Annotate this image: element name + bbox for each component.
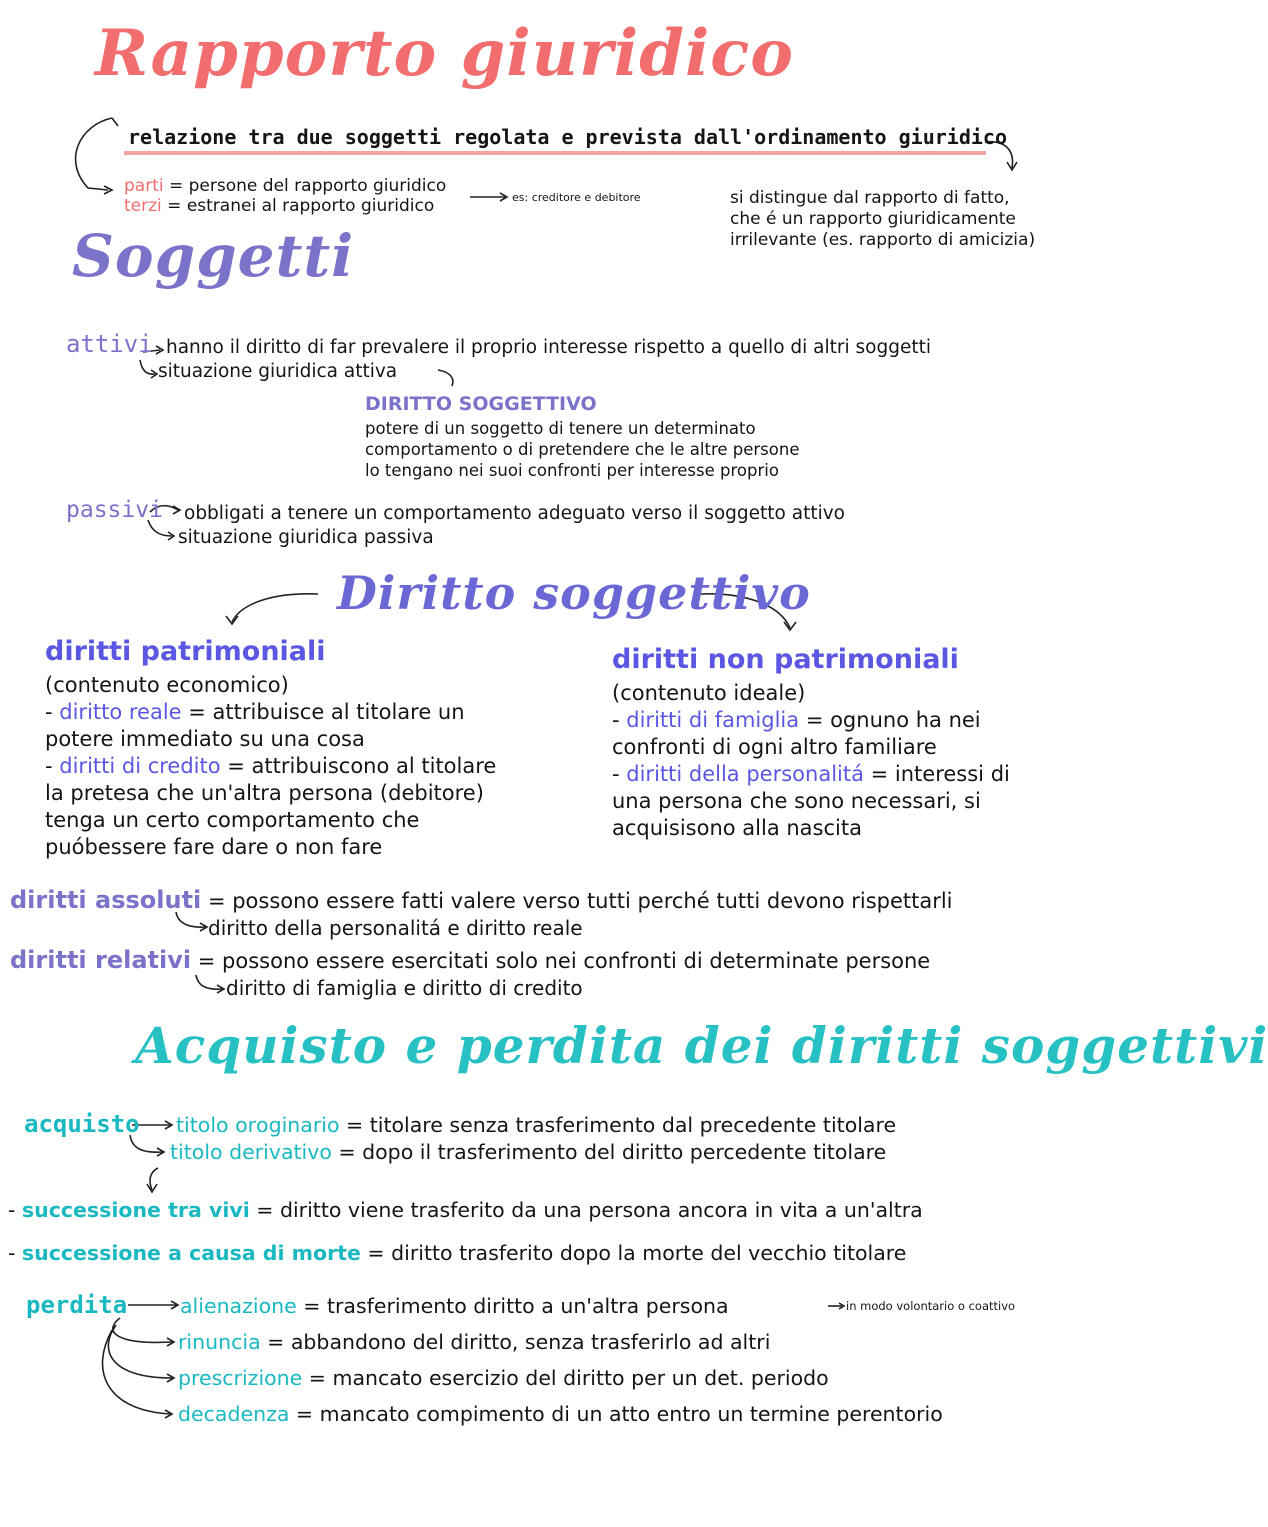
credito-line-2: la pretesa che un'altra persona (debitore) <box>45 781 484 805</box>
personalita-line-1: - diritti della personalitá = interessi di <box>612 762 1010 786</box>
rinuncia-def: = abbandono del diritto, senza trasferirlo ad altri <box>260 1330 771 1354</box>
assoluti-line <box>10 886 953 914</box>
personalita-line-3: acquisisono alla nascita <box>612 816 862 840</box>
perdita-label: perdita <box>26 1291 128 1319</box>
alienazione-note: in modo volontario o coattivo <box>846 1299 1016 1313</box>
diritto-soggettivo-heading: DIRITTO SOGGETTIVO <box>365 393 597 415</box>
rinuncia-line <box>178 1330 770 1354</box>
non-patrimoniali-body <box>612 680 1072 842</box>
credito-line-3: tenga un certo comportamento che <box>45 808 420 832</box>
patrimoniali-body <box>45 672 585 861</box>
tra-vivi-term: successione tra vivi <box>21 1198 250 1222</box>
title-diritto-soggettivo: Diritto soggettivo <box>337 566 811 620</box>
definition-text: relazione tra due soggetti regolata e prevista dall'ordinamento giuridico <box>128 125 1007 149</box>
assoluti-term: diritti assoluti <box>10 886 202 914</box>
reale-def-1: = attribuisce al titolare un <box>181 700 465 724</box>
famiglia-line-1: - diritti di famiglia = ognuno ha nei <box>612 708 981 732</box>
tra-vivi-line: - successione tra vivi = diritto viene trasferito da una persona ancora in vita a un'altra <box>8 1198 923 1222</box>
personalita-line-2: una persona che sono necessari, si <box>612 789 981 813</box>
relativi-term: diritti relativi <box>10 946 192 974</box>
passivi-def: obbligati a tenere un comportamento adeguato verso il soggetto attivo <box>184 503 845 524</box>
ds-line-3: lo tengano nei suoi confronti per interesse proprio <box>365 461 779 480</box>
assoluti-sub: diritto della personalitá e diritto reale <box>208 916 583 940</box>
morte-line: - successione a causa di morte = diritto trasferito dopo la morte del vecchio titolare <box>8 1241 907 1265</box>
parti-def: = persone del rapporto giuridico <box>163 176 447 196</box>
terzi-term: terzi <box>124 196 162 216</box>
famiglia-def-1: = ognuno ha nei <box>799 708 981 732</box>
credito-line-1: - diritti di credito = attribuiscono al titolare <box>45 754 497 778</box>
derivativo-term: titolo derivativo <box>170 1140 332 1164</box>
morte-def: = diritto trasferito dopo la morte del vecchio titolare <box>360 1241 907 1265</box>
assoluti-def: = possono essere fatti valere verso tutti perché tutti devono rispettarli <box>201 889 953 913</box>
attivi-label: attivi <box>66 330 153 358</box>
title-rapporto-giuridico: Rapporto giuridico <box>95 16 794 91</box>
credito-term: diritti di credito <box>59 754 221 778</box>
acquisto-label: acquisto <box>24 1110 140 1138</box>
prescrizione-line <box>178 1366 829 1390</box>
derivativo-line <box>170 1140 886 1164</box>
title-soggetti: Soggetti <box>72 222 355 290</box>
note-line-3: irrilevante (es. rapporto di amicizia) <box>730 230 1036 250</box>
ds-line-2: comportamento o di pretendere che le altre persone <box>365 440 800 459</box>
title-acquisto-perdita: Acquisto e perdita dei diritti soggettivi <box>135 1016 1268 1075</box>
non-patrimoniali-sub: (contenuto ideale) <box>612 681 806 705</box>
morte-term: successione a causa di morte <box>21 1241 361 1265</box>
parti-term: parti <box>124 176 164 196</box>
definition-underline <box>124 151 986 155</box>
originario-line <box>176 1113 896 1137</box>
passivi-label: passivi <box>66 497 163 523</box>
relativi-sub: diritto di famiglia e diritto di credito <box>226 976 583 1000</box>
relativi-def: = possono essere esercitati solo nei confronti di determinate persone <box>191 949 931 973</box>
tra-vivi-def: = diritto viene trasferito da una persona ancora in vita a un'altra <box>249 1198 923 1222</box>
attivi-situazione: situazione giuridica attiva <box>158 361 398 382</box>
originario-def: = titolare senza trasferimento dal precedente titolare <box>339 1113 897 1137</box>
passivi-situazione: situazione giuridica passiva <box>178 527 434 548</box>
reale-line-1: - diritto reale = attribuisce al titolare un <box>45 700 465 724</box>
alienazione-def: = trasferimento diritto a un'altra persona <box>296 1294 729 1318</box>
decadenza-def: = mancato compimento di un atto entro un termine perentorio <box>289 1402 943 1426</box>
patrimoniali-sub: (contenuto economico) <box>45 673 289 697</box>
famiglia-line-2: confronti di ogni altro familiare <box>612 735 937 759</box>
example-text: es: creditore e debitore <box>512 191 641 204</box>
reale-line-2: potere immediato su una cosa <box>45 727 365 751</box>
terzi-line <box>124 196 434 216</box>
decadenza-line <box>178 1402 943 1426</box>
credito-line-4: puóbessere fare dare o non fare <box>45 835 383 859</box>
terzi-def: = estranei al rapporto giuridico <box>161 196 435 216</box>
originario-term: titolo orоginario <box>176 1113 340 1137</box>
note-line-1: si distingue dal rapporto di fatto, <box>730 188 1010 208</box>
non-patrimoniali-heading: diritti non patrimoniali <box>612 644 959 675</box>
ds-line-1: potere di un soggetto di tenere un determinato <box>365 419 756 438</box>
patrimoniali-heading: diritti patrimoniali <box>45 636 326 667</box>
personalita-term: diritti della personalitá <box>626 762 864 786</box>
prescrizione-def: = mancato esercizio del diritto per un det. periodo <box>302 1366 829 1390</box>
reale-term: diritto reale <box>59 700 182 724</box>
alienazione-term: alienazione <box>180 1294 297 1318</box>
decadenza-term: decadenza <box>178 1402 290 1426</box>
alienazione-line <box>180 1294 729 1318</box>
note-line-2: che é un rapporto giuridicamente <box>730 209 1016 229</box>
relativi-line <box>10 946 930 974</box>
derivativo-def: = dopo il trasferimento del diritto percedente titolare <box>331 1140 887 1164</box>
credito-def-1: = attribuiscono al titolare <box>220 754 497 778</box>
personalita-def-1: = interessi di <box>863 762 1010 786</box>
rinuncia-term: rinuncia <box>178 1330 261 1354</box>
prescrizione-term: prescrizione <box>178 1366 303 1390</box>
attivi-def: hanno il diritto di far prevalere il proprio interesse rispetto a quello di altri soggetti <box>166 337 931 358</box>
famiglia-term: diritti di famiglia <box>626 708 800 732</box>
parti-line <box>124 176 446 196</box>
